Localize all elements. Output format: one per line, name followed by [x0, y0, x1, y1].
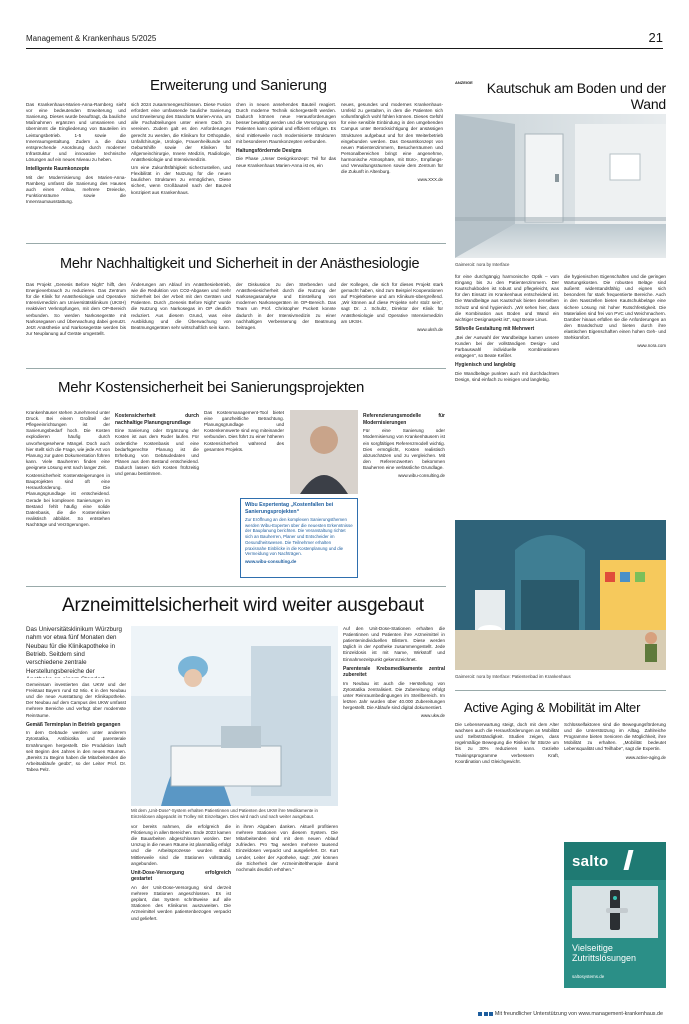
section-divider [26, 243, 446, 244]
hospital-room-photo [455, 114, 666, 258]
article-title: Arzneimittelsicherheit wird weiter ausgebaut [62, 595, 424, 616]
article-text: Krankenhäuser stehen zunehmend unter Druck. Bei einem Großteil der Pflegeeinrichtungen ist der Sanierungsbedarf hoch. Die Kosten explodieren häufig durch unvorhergesehene Mängel. Doch auch hier stellt sich die Frage, wie jede Art von Planung zur guten Dokumentation führen kann. Viele Bauherren finden eine geeignete Lösung erst nach langer Zeit. [26, 410, 110, 470]
article-column [26, 682, 126, 982]
article-subheading: Stilvolle Gestaltung mit Mehrwert [455, 325, 535, 332]
article-intro: Das Universitätsklinikum Würzburg nahm vor etwa fünf Monaten den Neubau für die Klinikapotheke in Betrieb. Seitdem sind verschiedene zentrale Herstellungsbereiche der [26, 626, 122, 675]
section-divider [26, 368, 446, 369]
article-text: sich 2024 zusammengeschlossen. Diese Fusion erfordert eine umfassende bauliche Sanierung und Erweiterung des Standorts Marien-Anna, um alle Fachabteilungen unter einem Dach zu vereinen. Zudem galt es den Anforderungen gerecht zu werden, die Klinikum für Orthopädie, Unfallchirurgie, Urologie, Frauenheilkunde und Geburtshilfe sowie der Kliniken für Allgemeinchirurgie, Innere Medizin, Radiologie, Anästhesiologie und Intensivmedizin. [131, 102, 231, 162]
page-footer [478, 1011, 663, 1018]
footer-square-icon [489, 1012, 493, 1016]
article-text: Die Phase „Unser Designkonzept: Teil für das neue Krankenhaus Marien-Anna ist es, ein [236, 156, 336, 168]
article-text: neues, gesundes und modernes Krankenhaus-Umfeld zu gestalten, in dem die Patienten sich vollumfänglich wohl fühlen können. Dieses Gefühl für eine sensible Einbindung in den umgebenden Campus unter Berücksichtigung der ansässigen Strukturen aufgebaut und für den Weiterbetrieb eingebunden werden. Das Gesamtkonzept von neuen Patientenzimmern, Besucherräumen und Personalbereichen bringt eine angenehme, harmonische Atmosphäre, mit Büro-, Empfangs- und Verwaltungsräumen sowie dem Zentrum für die Zukunft in Altenburg. [341, 102, 443, 175]
article-column [236, 102, 336, 232]
article-subheading: Gemäß Terminplan in Betrieb gegangen [26, 721, 121, 728]
article-column [115, 410, 199, 580]
article-text: Das Projekt „Genesis Before Night“ hilft, den Energieverbrauch zu reduzieren. Das Zentrum für die Klinik für Anästhesiologie und Operative Intensivmedizin am Universitätsklinikum (UKSH) reaktiviert Verknüpfungen, mit dem OP-Bereich verbunden. So werden Narkosegeräte mit Narkosegasen und Überwachung dabei genutzt. Jetzt Anästhesie und Narkosegeräte werden bis zur Neuplanung auf Geräte umgestellt. [26, 282, 126, 336]
salto-advertisement[interactable] [564, 842, 666, 988]
article-subheading: Kostensicherheit durch nachhaltige Planungsgrundlage [115, 413, 199, 426]
article-column [131, 102, 231, 232]
footer-square-icon [484, 1012, 488, 1016]
article-column [131, 282, 231, 362]
article-text: „Bei der Auswahl der Wandbeläge kamen unsere Kunden bei der vollständigen Design- und Farbauswahl individuelle Kombinationen entgegen“, so Beate Keßler. [455, 334, 559, 358]
article-text: Schlüsselfaktoren sind die Bewegungsförderung und die Unterstützung im Alltag. Zahlreiche Programme bieten Senioren die Möglichkeit, ihre Mobilität zu erhalten. „Mobilität bedeutet Lebensqualität und Teilhabe“, sagt die Expertin. [564, 722, 666, 752]
article-text: Um eine Zukunftsfähigkeit sicherzustellen, und Flexibilität in der Nutzung für die neuen baulichen Strukturen zu ermöglichen, Diese sichert, wenn Großbauteil nach der Bauzeit konzipiert aus Krankenhaus. [131, 165, 231, 195]
article-subheading: Haltungsfördernde Designs [236, 147, 302, 154]
page-number: 21 [648, 30, 663, 45]
article-column [564, 722, 666, 832]
article-text: Für eine Sanierung oder Modernisierung von Krankenhäusern ist ein sorgfältiges Referenzmodell wichtig. Dies ermöglicht, Kosten realistisch abzuschätzen und zu vergleichen. Mit den Referenzwerten bekommen Bauherren eine verlässliche Grundlage. [363, 428, 445, 470]
article-column [455, 722, 559, 832]
article-subheading: Parenterale Krebsmedikamente zentral zubereitet [343, 665, 445, 679]
article-title: Active Aging & Mobilität im Alter [464, 700, 641, 715]
article-signature: www.uksh.de [417, 326, 443, 332]
article-column [26, 410, 110, 580]
ad-label: ANZEIGE [455, 80, 473, 85]
article-title: Kautschuk am Boden und der Wand [486, 80, 666, 113]
article-text: Das Kostenmanagement-Tool bietet eine ganzheitliche Betrachtung. Planungsgrundlage und Kostenkennwerte sind eng miteinander verbunden. Dies führt zu einer höheren Kostensicherheit während des gesamten Projekts. [204, 410, 284, 452]
article-text: chen in neuen ansehendes Bauteil reagiert. Durch moderne Technik sichergestellt werden. Dadurch können neue Herausforderungen besser bewältigt werden und die Versorgung von Patienten kann optimal und effizient erfolgen. Es sind mittlerweile noch modernisierte Strukturen mit besonderen Raumkonzepten verbunden. [236, 102, 336, 144]
infobox-title: Wibu Expertentag „Kostenfallen bei Sanierungsprojekten“ [245, 502, 334, 515]
article-text: Kostensicherheit: Kostensteigerungen in Bauprojekten sind oft eine Herausforderung. Die Planungsgrundlage ist entscheidend. Gerade bei komplexen Sanierungen im Bestand fehlt häufig eine solide Datenbasis, die die Kostenrisiken realistisch abbildet. So entstehen Nachträge und Verzögerungen. [26, 473, 110, 527]
article-column [343, 626, 445, 982]
article-text: für eine durchgängig harmonische Optik – vom Eingang bis zu den Patientenzimmern. Der Kautschukboden ist robust und pflegeleicht, was für den Einsatz im Krankenhaus entscheidend ist. Die Wandbeläge aus Kautschuk bieten denselben Schutz und sind hygienisch. „Wir sehen hier, dass die Kombination aus Boden und Wand ein wichtiger Designaspekt ist“, sagt Beate Linus. [455, 274, 559, 322]
ad-url[interactable]: saltosystems.de [572, 974, 605, 979]
article-text: in ihren Abgaben danken. Aktuell profitieren mehrere Stationen von diesem System. Die Mitarbeitenden sind mit dem neuen Ablauf zufrieden. Pro Tag werden mehrere tausend Einzeldosen verpackt und ausgeliefert. Dr. Kurt Lender, Leiter der Apotheke, sagt: „Wir können die Sicherheit der Arzneimitteltherapie damit nochmals deutlich erhöhen.“ [236, 824, 338, 872]
article-signature: www.active-aging.de [625, 754, 666, 760]
publication-title: Management & Krankenhaus 5/2025 [26, 34, 157, 43]
ad-headline: Vielseitige Zutrittslösungen [572, 943, 637, 963]
footer-text: Mit freundlicher Unterstützung von www.management-krankenhaus.de [494, 1011, 663, 1018]
article-text: Eine Sanierung oder Ergänzung der Kosten ist aus dem Ruder laufen. Für ordentliche Kostenbasis und eine bedarfsgerechte Planung ist die Erhebung von Gebäudedaten und Plänen aus dem Bestand entscheidend. Dadurch lassen sich Kosten frühzeitig und genau bestimmen. [115, 428, 199, 477]
article-column [455, 274, 559, 514]
article-subheading: Hygienisch und langlebig [455, 361, 516, 368]
article-text: der Kollegen, die sich für dieses Projekt stark gemacht haben, sind zum Beispiel Kooperationen auf Projektebene und am Klinikum-übergreifend. „Wir können auf diese Projekte sehr stolz sein“, sagt Dr. J. Schultz, Direktor der Klinik für Anästhesiologie und Operative Intensivmedizin am UKSH. [341, 282, 443, 324]
brand-logo: salto [572, 853, 609, 870]
article-column [26, 282, 126, 362]
article-text: Das Krankenhaus-Marien-Anna-Ramberg sieht vor eine bedeutenden Erweiterung und Sanierung. Dieses wurde beauftragt, da bauliche Maßnahmen ergänzen und umsanieren und übernimmt die Eingliederung von Bauteilen im Leistungsbetrieb. 1-5 sowie die Innenraumgestaltung. Zudem a. die dazu entsprechende Anordnung durch moderner Infrastruktur und innovative technische Lösungen auf ein neues Niveau zu heben. [26, 102, 126, 162]
article-text: Auf den Unit-Dose-Stationen erhalten die Patientinnen und Patienten ihre Arzneimittel in patientenindividuellen Blistern. Diese werden täglich in der Apotheke zusammengestellt. Jede Einzeldosis ist mit Name, Wirkstoff und Einnahmezeitpunkt gekennzeichnet. [343, 626, 445, 662]
article-signature: www.ukw.de [420, 713, 445, 719]
article-signature: www.XXX.de [417, 177, 443, 183]
article-column [564, 274, 666, 514]
article-text: An der Unit-Dose-Versorgung sind derzeit mehrere Stationen angeschlossen. Es ist geplant, das System schrittweise auf alle Stationen des Klinikums auszuweiten. Die Arzneimittel werden patientenbezogen verpackt und geliefert. [131, 885, 231, 921]
article-text: Im Neubau ist auch die Herstellung von Zytostatika zentralisiert. Die Zubereitung erfolgt unter Reinraumbedingungen im Sterilbereich. Im letzten Jahr wurden über 40.000 Zubereitungen hergestellt. Die Abläufe sind digital dokumentiert. [343, 680, 445, 711]
infobox-link[interactable]: www.wibu-consulting.de [245, 559, 297, 565]
article-title: Mehr Kostensicherheit bei Sanierungsprojekten [58, 379, 365, 396]
article-column [341, 102, 443, 232]
article-text: Die Wandbeläge punkten auch mit durchdachtem Design, sind einfach zu reinigen und langlebig. [455, 370, 559, 382]
pharmacy-lab-photo [131, 626, 338, 806]
article-text: Änderungen am Ablauf im Anästhesiebetrieb, wie die Reduktion von CO2-Abgasen und mehr Sicherheit bei der Arbeit mit den Geräten und Patienten. Durch „Genesis Before Night“ wurde die Nutzung von Narkosegas im OP deutlich reduziert. Aus diesem Grund, was eine Ausbildung und die Überwachung von Beatmungsgeräten sehr wirtschaftlich sein kann. [131, 282, 231, 330]
door-lock-image [572, 886, 658, 938]
article-text: Mit der Modernisierung des Marien-Anna-Ramberg umfasst die Sanierung des Hauses auch einen Anbau, mehrere Dreiecke, Funktionsräume sowie die Innenraumausstattung. [26, 174, 126, 205]
article-text: vor bereits nahmen, die erfolgreich die Pilotierung in allen Bereichen. Ende 2023 kamen die Bauarbeiten abgeschlossen worden. Der Umzug in die neuen Räume ist planmäßig erfolgt und die Arbeitsprozesse wurden stabil. Mittlerweile sind die Stationen vollständig angebunden. [131, 824, 231, 866]
article-signature: www.nora.com [637, 343, 666, 349]
bathroom-photo [455, 520, 666, 670]
article-signature: www.wibu-consulting.de [398, 473, 445, 479]
article-title: Erweiterung und Sanierung [150, 77, 327, 94]
article-text: In dem Gebäude werden unter anderem Zytostatika, Antibiotika und parenterale Ernährungen hergestellt. Die Produktion läuft seit Beginn des Jahres in den neuen Räumen. „Bereits zu Beginn haben die Mitarbeitenden die Arbeitsabläufe geübt“, so der Leiter Prof. Dr. Tabea Pelz. [26, 730, 126, 772]
article-subheading: Referenzierungsmodelle für Modernisierungen [363, 413, 445, 426]
event-infobox [240, 498, 358, 578]
section-divider [26, 586, 446, 587]
article-column [236, 824, 338, 984]
photo-caption: Gaimeroit: nora by Interface: Patientenbad im Krankenhaus [455, 674, 571, 679]
header-rule [26, 48, 663, 49]
article-text: Die Lebenserwartung steigt, doch mit dem Alter wachsen auch die Herausforderungen an Mobilität und Selbstständigkeit. Studien zeigen, dass regelmäßige Bewegung die Risiken für Stürze um bis zu 30% reduzieren kann. Gezielte Trainingsprogramme verbessern Kraft, Koordination und Gleichgewicht. [455, 722, 559, 764]
article-text: der Diskussion zu den Sterbenden und Anästhesiesicherheit durch die Nutzung der Narkosegasanalyse und Einstellung von modernen Narkosegeräten im OP-Bereich. Das Team um Prof. Christopher Puckett konnte dadurch in der Intensivmedizin zu einer nachhaltigen Verbesserung der Beatmung beitragen. [236, 282, 336, 330]
article-column [131, 824, 231, 984]
article-text: die hygienischen Eigenschaften und die geringen Wartungskosten. Die robusten Beläge sind äußerst widerstandsfähig und eignen sich besonders für stark frequentierte Bereiche. Auch in den Nasszellen bieten Kautschukbeläge eine sichere Lösung mit hoher Rutschfestigkeit. Die Materialien sind frei von PVC und Weichmachern. Darüber hinaus erfüllen sie die Anforderungen an den Brandschutz und bieten durch ihre elastischen Eigenschaften einen hohen Geh- und Stehkomfort. [564, 274, 666, 341]
article-column [341, 282, 443, 362]
article-text: Gemeinsam investierten das UKW und der Freistaat Bayern rund 62 Mio. € in den Neubau und die neue Ausstattung der Klinikapotheke. Der Neubau auf dem Campus des UKW umfasst mehrere Bereiche und verfügt über modernste Reinräume. [26, 682, 126, 718]
infobox-text: Zur Eröffnung an den komplexen Sanierungsthemen werden Wibu-Experten über die neuesten Erkenntnisse der Bauplanung berichten. Die Veranstaltung richtet sich an Bauherren, Planer und Entscheider im Gesundheitswesen. Die Teilnehmer erhalten praxisnahe Einblicke in die Kostenplanung und die Vermeidung von Nachträgen. [245, 517, 353, 557]
article-title: Mehr Nachhaltigkeit und Sicherheit in der Anästhesiologie [60, 256, 420, 272]
article-column [363, 410, 445, 580]
section-divider [455, 690, 666, 691]
article-subheading: Unit-Dose-Versorgung erfolgreich gestartet [131, 869, 231, 883]
article-subheading: Intelligente Raumkonzepte [26, 166, 90, 173]
article-column [26, 102, 126, 232]
portrait-photo [290, 410, 358, 494]
photo-caption: Gaimeroit: nora by Interface [455, 262, 510, 267]
article-column [236, 282, 336, 362]
footer-square-icon [478, 1012, 482, 1016]
photo-caption: Mit dem „Unit-Dose“-System erhalten Patientinnen und Patienten des UKW ihre Medikamente in Einzeldosen abgepackt im Trolley mit Einzeltagen. Dies wird nach und nach weiter ausgebaut. [131, 808, 318, 819]
